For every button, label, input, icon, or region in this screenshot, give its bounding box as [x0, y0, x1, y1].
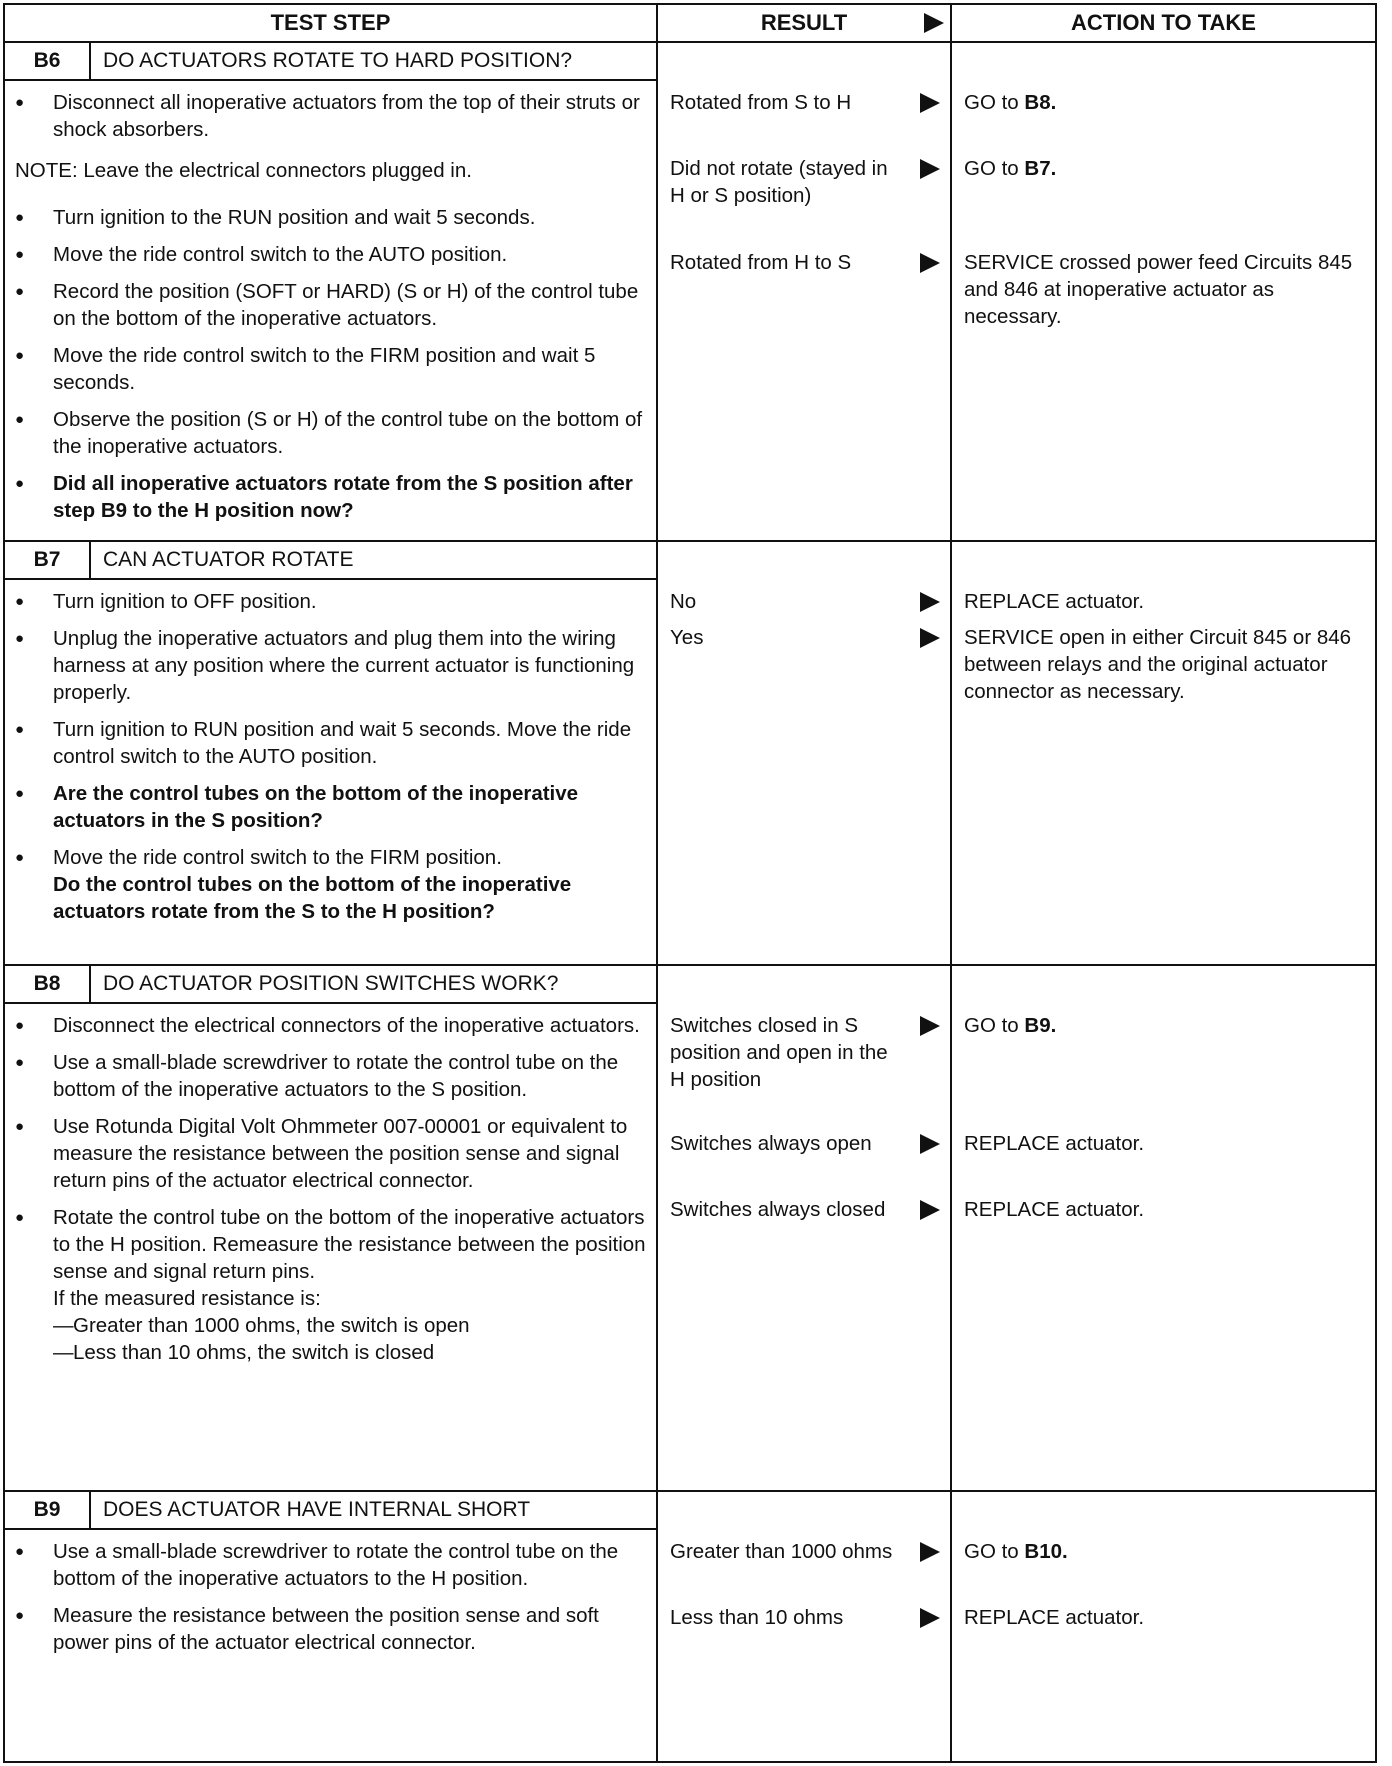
measurement-intro: If the measured resistance is:	[53, 1287, 321, 1310]
step-row-b7	[4, 541, 1376, 965]
step-row-b6	[4, 42, 1376, 541]
step-body-b6	[5, 81, 656, 540]
bullet-item: ● Measure the resistance between the position sense and soft power pins of the actuator electrical connector.	[15, 1602, 646, 1656]
bullet-item: ● Record the position (SOFT or HARD) (S or H) of the control tube on the bottom of the inoperative actuators.	[15, 278, 646, 332]
arrow-right-icon	[920, 1200, 940, 1220]
step-number: B6	[5, 43, 91, 79]
action-cell-b7	[951, 541, 1376, 965]
bullet-item: ● Rotate the control tube on the bottom of the inoperative actuators to the H position. Remeasure the resistance between the position sense and signal return pins. If the measured resistance is: — Greater than 1000 ohms, the switch is open — Less than 10 ohms, the switch is closed	[15, 1204, 646, 1366]
note-text: NOTE: Leave the electrical connectors plugged in.	[15, 159, 472, 182]
bullet-item: ● Move the ride control switch to the FIRM position and wait 5 seconds.	[15, 342, 646, 396]
action-cell-b8	[951, 965, 1376, 1491]
test-step-cell-b8	[4, 965, 657, 1491]
arrow-right-icon	[924, 13, 944, 33]
action-item: REPLACE actuator.	[964, 1606, 1145, 1629]
result-item: Less than 10 ohms	[670, 1604, 942, 1631]
test-step-header: TEST STEP	[4, 4, 657, 42]
result-cell-b6	[657, 42, 951, 541]
step-body-b7	[5, 580, 656, 941]
step-title: DO ACTUATORS ROTATE TO HARD POSITION?	[103, 49, 573, 72]
step-header-b6	[5, 43, 656, 81]
result-item: Yes	[670, 624, 942, 651]
action-item: GO to B8.	[964, 91, 1057, 114]
step-row-b9	[4, 1491, 1376, 1762]
arrow-right-icon	[920, 159, 940, 179]
step-body-b9	[5, 1530, 656, 1662]
result-item: No	[670, 588, 942, 624]
bullet-item: ● Disconnect all inoperative actuators from the top of their struts or shock absorbers.	[15, 89, 646, 143]
test-step-cell-b9	[4, 1491, 657, 1762]
pinpoint-test-table	[3, 3, 1377, 1763]
bullet-item: ● Use a small-blade screwdriver to rotate the control tube on the bottom of the inoperative actuators to the H position.	[15, 1538, 646, 1592]
bullet-item: ● Move the ride control switch to the FIRM position. Do the control tubes on the bottom of the inoperative actuators rotate from the S to the H position?	[15, 844, 646, 925]
measurement-open: — Greater than 1000 ohms, the switch is open	[53, 1312, 646, 1339]
test-step-cell-b6	[4, 42, 657, 541]
step-header-b9	[5, 1492, 656, 1530]
action-item: REPLACE actuator.	[964, 590, 1145, 613]
bullet-item-question: ● Did all inoperative actuators rotate from the S position after step B9 to the H position now?	[15, 470, 646, 524]
bullet-item: ● Use a small-blade screwdriver to rotate the control tube on the bottom of the inoperative actuators to the S position.	[15, 1049, 646, 1103]
bullet-item: ● Observe the position (S or H) of the control tube on the bottom of the inoperative actuators.	[15, 406, 646, 460]
bullet-item-question: ● Are the control tubes on the bottom of the inoperative actuators in the S position?	[15, 780, 646, 834]
action-cell-b9	[951, 1491, 1376, 1762]
action-item: SERVICE open in either Circuit 845 or 846 between relays and the original actuator connector as necessary.	[964, 626, 1352, 703]
test-step-cell-b7	[4, 541, 657, 965]
step-header-b8	[5, 966, 656, 1004]
action-item: REPLACE actuator.	[964, 1132, 1145, 1155]
result-cell-b9	[657, 1491, 951, 1762]
bullet-item: ● Turn ignition to RUN position and wait 5 seconds. Move the ride control switch to the AUTO position.	[15, 716, 646, 770]
arrow-right-icon	[920, 1134, 940, 1154]
action-item: GO to B10.	[964, 1540, 1068, 1563]
result-item: Did not rotate (stayed in H or S position)	[670, 155, 942, 249]
step-header-b7	[5, 542, 656, 580]
arrow-right-icon	[920, 253, 940, 273]
result-item: Rotated from S to H	[670, 89, 942, 155]
step-number: B8	[5, 966, 91, 1002]
bullet-item: ● Turn ignition to the RUN position and wait 5 seconds.	[15, 204, 646, 231]
step-title: DOES ACTUATOR HAVE INTERNAL SHORT	[103, 1498, 531, 1521]
step-row-b8	[4, 965, 1376, 1491]
bullet-item: ● Disconnect the electrical connectors of the inoperative actuators.	[15, 1012, 646, 1039]
arrow-right-icon	[920, 93, 940, 113]
bullet-item: ● Move the ride control switch to the AUTO position.	[15, 241, 646, 268]
arrow-right-icon	[920, 628, 940, 648]
arrow-right-icon	[920, 592, 940, 612]
action-item: SERVICE crossed power feed Circuits 845 and 846 at inoperative actuator as necessary.	[964, 251, 1353, 328]
header-row	[4, 4, 1376, 42]
action-cell-b6	[951, 42, 1376, 541]
result-item: Switches always closed	[670, 1196, 942, 1223]
step-title: DO ACTUATOR POSITION SWITCHES WORK?	[103, 972, 559, 995]
result-cell-b7	[657, 541, 951, 965]
step-number: B7	[5, 542, 91, 578]
result-item: Switches closed in S position and open in the H position	[670, 1012, 942, 1130]
arrow-right-icon	[920, 1542, 940, 1562]
result-item: Switches always open	[670, 1130, 942, 1196]
result-item: Greater than 1000 ohms	[670, 1538, 942, 1604]
result-header: RESULT	[760, 10, 848, 35]
action-item: GO to B7.	[964, 157, 1057, 180]
action-header: ACTION TO TAKE	[951, 4, 1376, 42]
result-item: Rotated from H to S	[670, 249, 942, 276]
arrow-right-icon	[920, 1608, 940, 1628]
arrow-right-icon	[920, 1016, 940, 1036]
action-item: GO to B9.	[964, 1014, 1057, 1037]
step-title: CAN ACTUATOR ROTATE	[103, 548, 354, 571]
result-cell-b8	[657, 965, 951, 1491]
step-body-b8	[5, 1004, 656, 1372]
measurement-closed: — Less than 10 ohms, the switch is closed	[53, 1339, 646, 1366]
bullet-item: ● Use Rotunda Digital Volt Ohmmeter 007-00001 or equivalent to measure the resistance between the position sense and signal return pins of the actuator electrical connector.	[15, 1113, 646, 1194]
result-header-cell	[657, 4, 951, 42]
action-item: REPLACE actuator.	[964, 1198, 1145, 1221]
bullet-item: ● Turn ignition to OFF position.	[15, 588, 646, 615]
bullet-item: ● Unplug the inoperative actuators and plug them into the wiring harness at any position where the current actuator is functioning properly.	[15, 625, 646, 706]
step-number: B9	[5, 1492, 91, 1528]
